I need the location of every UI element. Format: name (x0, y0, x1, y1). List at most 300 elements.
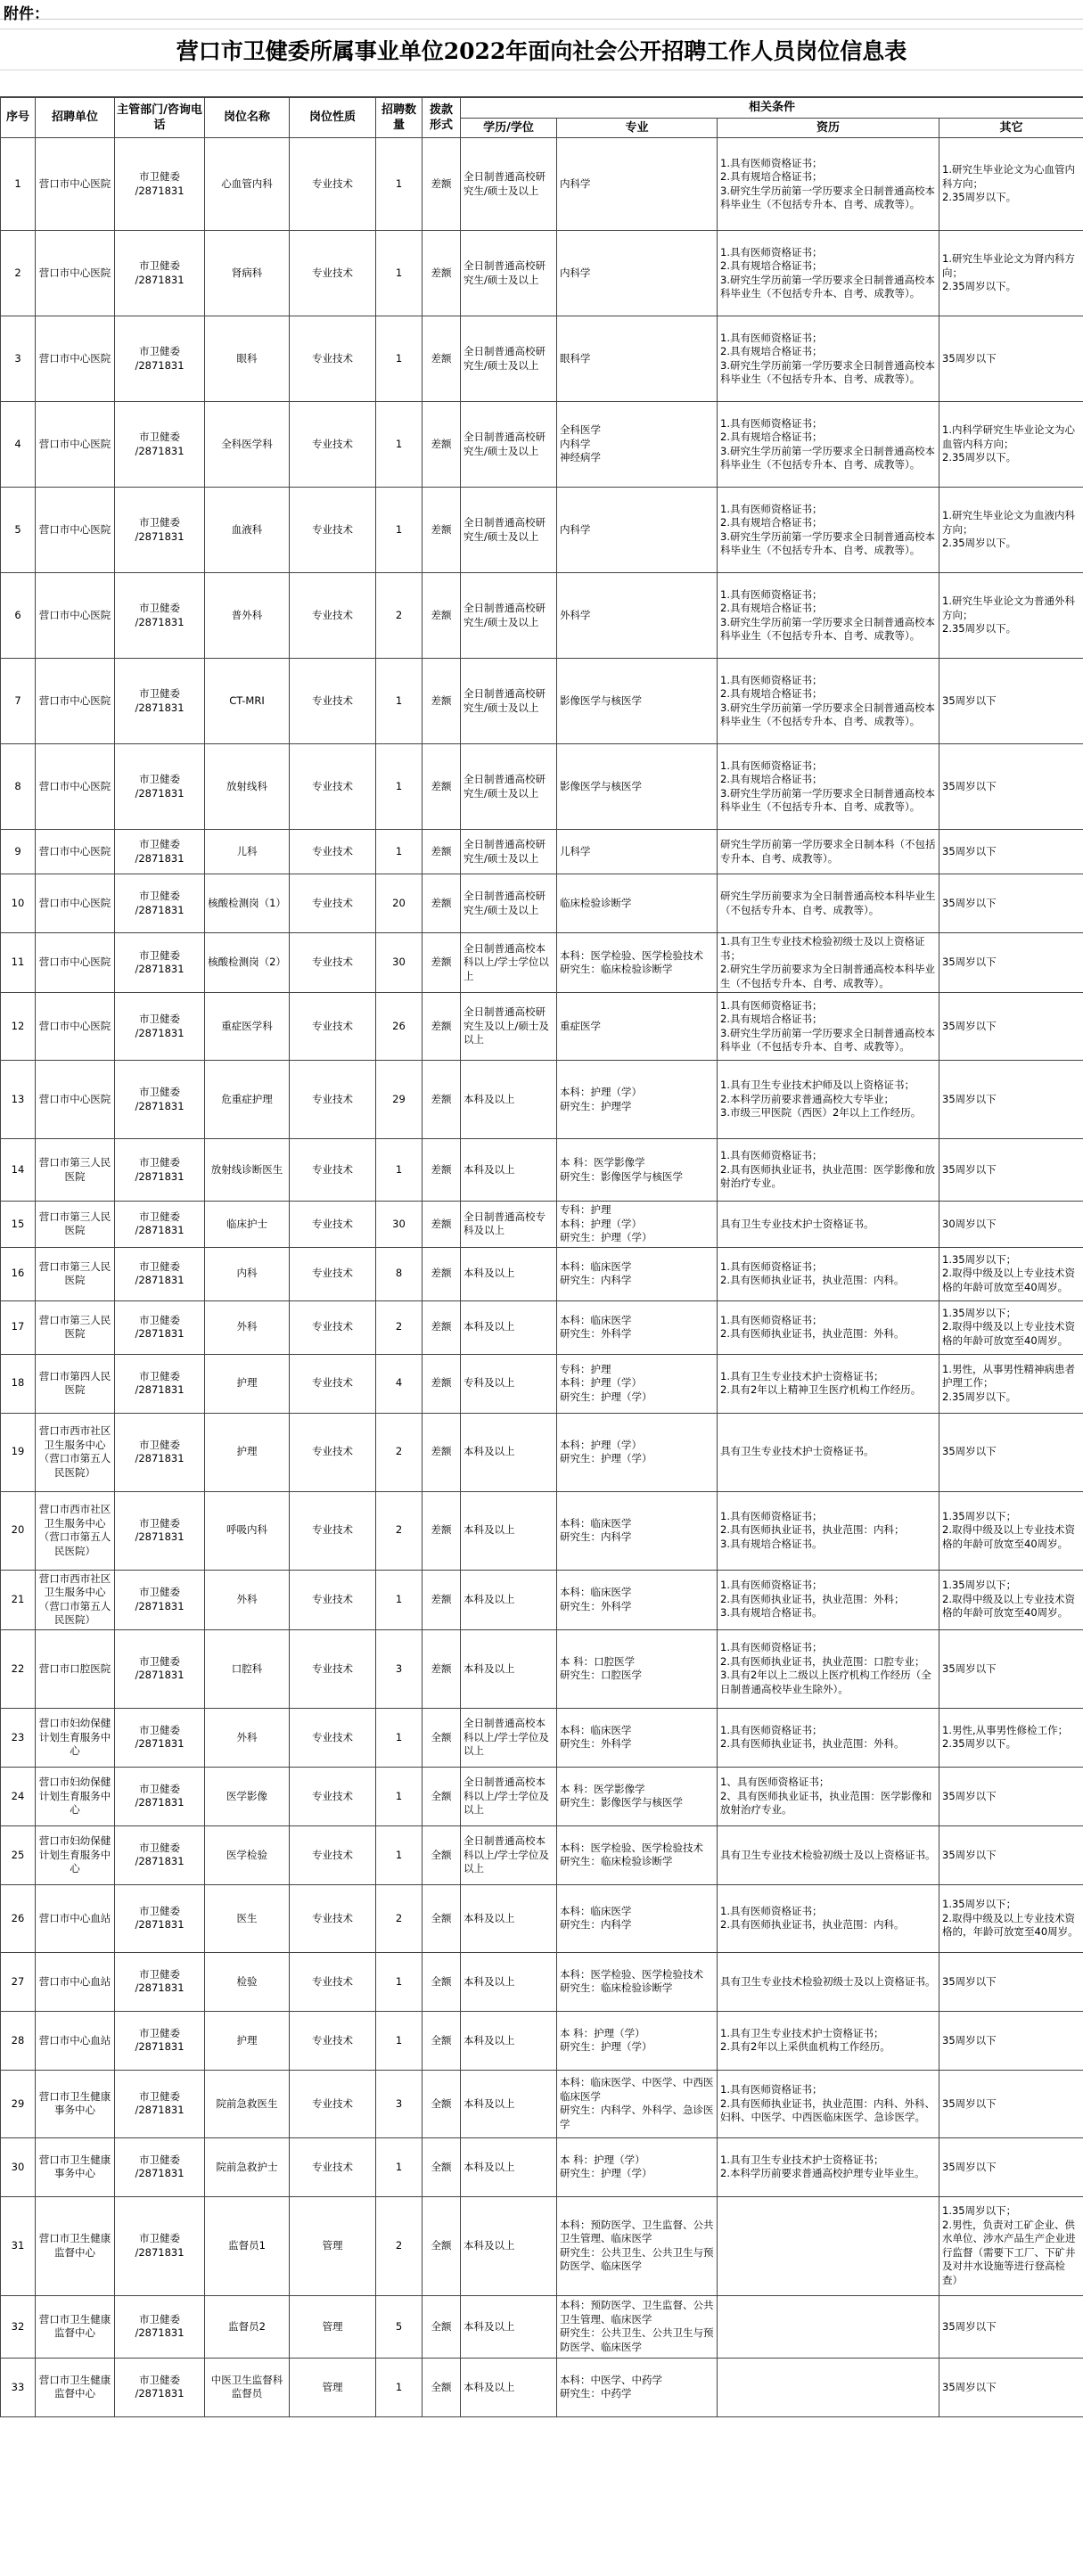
cell-count: 1 (376, 1139, 423, 1202)
cell-major: 眼科学 (557, 316, 718, 402)
cell-resume: 1、具有医师资格证书； 2、具有医师执业证书，执业范围：医学影像和放射治疗专业。 (718, 1767, 939, 1825)
cell-unit: 营口市第三人民医院 (36, 1139, 115, 1202)
cell-unit: 营口市中心医院 (36, 231, 115, 316)
cell-edu: 全日制普通高校本科以上/学士学位及以上 (461, 1767, 557, 1825)
cell-resume: 1.具有医师资格证书； 2.具有规培合格证书； 3.研究生学历前第一学历要求全日制普通高校本科毕业生（不包括专升本、自考、成教等）。 (718, 659, 939, 744)
cell-form: 差额 (423, 1413, 461, 1491)
cell-form: 差额 (423, 744, 461, 830)
header-form: 拨款形式 (423, 98, 461, 138)
cell-resume: 1.具有医师资格证书； 2.具有规培合格证书； 3.研究生学历前第一学历要求全日制普通高校本科毕业生（不包括专升本、自考、成教等）。 (718, 316, 939, 402)
cell-post: 院前急救医生 (205, 2070, 290, 2137)
table-row (1, 1629, 1083, 1708)
cell-seq: 25 (1, 1825, 36, 1884)
cell-nature: 专业技术 (290, 1413, 376, 1491)
cell-post: 护理 (205, 1354, 290, 1413)
cell-nature: 专业技术 (290, 316, 376, 402)
cell-nature: 专业技术 (290, 2070, 376, 2137)
cell-seq: 29 (1, 2070, 36, 2137)
cell-unit: 营口市第三人民医院 (36, 1202, 115, 1248)
cell-nature: 专业技术 (290, 933, 376, 993)
cell-seq: 21 (1, 1570, 36, 1629)
cell-nature: 专业技术 (290, 1884, 376, 1952)
cell-form: 全额 (423, 1884, 461, 1952)
cell-nature: 专业技术 (290, 1354, 376, 1413)
cell-major: 全科医学 内科学 神经病学 (557, 402, 718, 488)
cell-major: 本科：临床医学 研究生：外科学 (557, 1300, 718, 1354)
cell-seq: 6 (1, 573, 36, 659)
cell-form: 差额 (423, 573, 461, 659)
cell-major: 影像医学与核医学 (557, 659, 718, 744)
cell-form: 差额 (423, 1354, 461, 1413)
cell-post: 外科 (205, 1570, 290, 1629)
cell-nature: 专业技术 (290, 1629, 376, 1708)
cell-post: 全科医学科 (205, 402, 290, 488)
table-row (1, 1061, 1083, 1139)
cell-form: 全额 (423, 1708, 461, 1767)
cell-seq: 23 (1, 1708, 36, 1767)
header-unit: 招聘单位 (36, 98, 115, 138)
cell-seq: 20 (1, 1491, 36, 1570)
table-row (1, 1767, 1083, 1825)
cell-count: 1 (376, 1952, 423, 2011)
table-row (1, 1825, 1083, 1884)
cell-other: 1.研究生毕业论文为心血管内科方向； 2.35周岁以下。 (939, 138, 1083, 231)
header-seq: 序号 (1, 98, 36, 138)
cell-nature: 专业技术 (290, 1061, 376, 1139)
cell-form: 差额 (423, 488, 461, 573)
table-row (1, 231, 1083, 316)
cell-post: 护理 (205, 2011, 290, 2070)
cell-nature: 专业技术 (290, 1247, 376, 1300)
cell-post: 普外科 (205, 573, 290, 659)
cell-unit: 营口市中心医院 (36, 659, 115, 744)
cell-resume: 具有卫生专业技术护士资格证书。 (718, 1413, 939, 1491)
cell-other: 1.35周岁以下； 2.男性，负责对工矿企业、供水单位、涉水产品生产企业进行监督（需要下工厂、下矿井及对井水设施等进行登高检查） (939, 2196, 1083, 2295)
header-other: 其它 (939, 118, 1083, 138)
cell-seq: 26 (1, 1884, 36, 1952)
cell-post: 医学影像 (205, 1767, 290, 1825)
cell-count: 30 (376, 933, 423, 993)
cell-edu: 全日制普通高校研究生/硕士及以上 (461, 402, 557, 488)
cell-other: 35周岁以下 (939, 2358, 1083, 2416)
cell-other: 1.35周岁以下； 2.取得中级及以上专业技术资格的年龄可放宽至40周岁。 (939, 1570, 1083, 1629)
cell-edu: 本科及以上 (461, 1570, 557, 1629)
cell-form: 差额 (423, 231, 461, 316)
cell-form: 差额 (423, 1491, 461, 1570)
table-row (1, 1952, 1083, 2011)
cell-post: 儿科 (205, 830, 290, 874)
cell-nature: 专业技术 (290, 573, 376, 659)
table-row (1, 1354, 1083, 1413)
cell-dept: 市卫健委 /2871831 (115, 993, 205, 1061)
cell-count: 2 (376, 1884, 423, 1952)
cell-dept: 市卫健委 /2871831 (115, 1061, 205, 1139)
cell-unit: 营口市中心医院 (36, 402, 115, 488)
cell-other: 35周岁以下 (939, 1139, 1083, 1202)
cell-other: 1.男性,从事男性修检工作； 2.35周岁以下。 (939, 1708, 1083, 1767)
cell-other: 35周岁以下 (939, 830, 1083, 874)
table-row (1, 1413, 1083, 1491)
cell-post: 口腔科 (205, 1629, 290, 1708)
table-row (1, 488, 1083, 573)
cell-dept: 市卫健委 /2871831 (115, 2011, 205, 2070)
cell-other: 35周岁以下 (939, 744, 1083, 830)
cell-resume: 1.具有医师资格证书； 2.具有医师执业证书，执业范围：外科。 (718, 1708, 939, 1767)
cell-nature: 专业技术 (290, 1139, 376, 1202)
page-title: 营口市卫健委所属事业单位2022年面向社会公开招聘工作人员岗位信息表 (0, 29, 1083, 70)
cell-unit: 营口市中心医院 (36, 138, 115, 231)
cell-unit: 营口市中心血站 (36, 1884, 115, 1952)
cell-form: 全额 (423, 2137, 461, 2196)
cell-nature: 专业技术 (290, 488, 376, 573)
cell-seq: 17 (1, 1300, 36, 1354)
cell-post: 眼科 (205, 316, 290, 402)
cell-count: 20 (376, 874, 423, 933)
cell-resume: 1.具有医师资格证书； 2.具有医师执业证书，执业范围：外科； 3.具有规培合格证书。 (718, 1570, 939, 1629)
cell-resume: 1.具有医师资格证书； 2.具有规培合格证书； 3.研究生学历前第一学历要求全日制普通高校本科毕业生（不包括专升本、自考、成教等）。 (718, 573, 939, 659)
cell-dept: 市卫健委 /2871831 (115, 2070, 205, 2137)
cell-other: 35周岁以下 (939, 1061, 1083, 1139)
cell-resume: 1.具有卫生专业技术检验初级士及以上资格证书； 2.研究生学历前要求为全日制普通高校本科毕业生（不包括专升本、自考、成教等）。 (718, 933, 939, 993)
cell-edu: 全日制普通高校研究生/硕士及以上 (461, 830, 557, 874)
cell-dept: 市卫健委 /2871831 (115, 659, 205, 744)
cell-resume (718, 2295, 939, 2358)
cell-unit: 营口市中心医院 (36, 933, 115, 993)
cell-edu: 全日制普通高校研究生/硕士及以上 (461, 488, 557, 573)
cell-count: 2 (376, 1300, 423, 1354)
cell-nature: 专业技术 (290, 1202, 376, 1248)
cell-post: 核酸检测岗（2） (205, 933, 290, 993)
cell-edu: 全日制普通高校本科以上/学士学位及以上 (461, 1825, 557, 1884)
table-row (1, 573, 1083, 659)
cell-dept: 市卫健委 /2871831 (115, 1247, 205, 1300)
cell-form: 差额 (423, 138, 461, 231)
cell-dept: 市卫健委 /2871831 (115, 402, 205, 488)
cell-count: 1 (376, 1708, 423, 1767)
cell-dept: 市卫健委 /2871831 (115, 933, 205, 993)
table-row (1, 138, 1083, 231)
cell-major: 本 科：护理（学） 研究生：护理（学） (557, 2011, 718, 2070)
cell-seq: 2 (1, 231, 36, 316)
cell-resume: 1.具有医师资格证书； 2.具有规培合格证书； 3.研究生学历前第一学历要求全日制普通高校本科毕业（不包括专升本、自考、成教等）。 (718, 993, 939, 1061)
cell-count: 1 (376, 402, 423, 488)
header-post: 岗位名称 (205, 98, 290, 138)
cell-post: 外科 (205, 1708, 290, 1767)
cell-seq: 27 (1, 1952, 36, 2011)
blank-row (0, 20, 1083, 29)
table-row (1, 2011, 1083, 2070)
cell-dept: 市卫健委 /2871831 (115, 573, 205, 659)
cell-edu: 全日制普通高校研究生/硕士及以上 (461, 573, 557, 659)
table-row (1, 1884, 1083, 1952)
cell-seq: 15 (1, 1202, 36, 1248)
cell-dept: 市卫健委 /2871831 (115, 316, 205, 402)
cell-major: 内科学 (557, 231, 718, 316)
cell-seq: 7 (1, 659, 36, 744)
cell-dept: 市卫健委 /2871831 (115, 1413, 205, 1491)
cell-major: 本 科：医学影像学 研究生：影像医学与核医学 (557, 1139, 718, 1202)
table-row (1, 659, 1083, 744)
cell-unit: 营口市卫生健康监督中心 (36, 2295, 115, 2358)
cell-form: 差额 (423, 402, 461, 488)
cell-post: 重症医学科 (205, 993, 290, 1061)
header-conditions: 相关条件 (461, 98, 1083, 119)
cell-dept: 市卫健委 /2871831 (115, 1202, 205, 1248)
cell-seq: 33 (1, 2358, 36, 2416)
cell-major: 本 科：护理（学） 研究生：护理（学） (557, 2137, 718, 2196)
cell-resume: 1.具有医师资格证书； 2.具有规培合格证书； 3.研究生学历前第一学历要求全日制普通高校本科毕业生（不包括专升本、自考、成教等）。 (718, 402, 939, 488)
cell-major: 本科：医学检验、医学检验技术 研究生：临床检验诊断学 (557, 933, 718, 993)
cell-count: 1 (376, 659, 423, 744)
cell-seq: 11 (1, 933, 36, 993)
cell-count: 1 (376, 2137, 423, 2196)
cell-nature: 专业技术 (290, 1767, 376, 1825)
cell-dept: 市卫健委 /2871831 (115, 1139, 205, 1202)
header-count: 招聘数量 (376, 98, 423, 138)
cell-post: 监督员2 (205, 2295, 290, 2358)
cell-post: 检验 (205, 1952, 290, 2011)
cell-count: 1 (376, 488, 423, 573)
header-nature: 岗位性质 (290, 98, 376, 138)
cell-count: 2 (376, 573, 423, 659)
cell-edu: 全日制普通高校研究生/硕士及以上 (461, 744, 557, 830)
cell-edu: 全日制普通高校研究生/硕士及以上 (461, 138, 557, 231)
cell-other: 35周岁以下 (939, 316, 1083, 402)
table-row (1, 1139, 1083, 1202)
cell-nature: 专业技术 (290, 744, 376, 830)
cell-form: 差额 (423, 830, 461, 874)
cell-nature: 专业技术 (290, 1708, 376, 1767)
cell-post: 中医卫生监督科监督员 (205, 2358, 290, 2416)
cell-other: 1.35周岁以下； 2.取得中级及以上专业技术资格的年龄可放宽至40周岁。 (939, 1300, 1083, 1354)
cell-seq: 3 (1, 316, 36, 402)
cell-other: 35周岁以下 (939, 2011, 1083, 2070)
cell-resume: 1.具有医师资格证书； 2.具有医师执业证书，执业范围：口腔专业； 3.具有2年以上二级以上医疗机构工作经历（全日制普通高校毕业生除外）。 (718, 1629, 939, 1708)
cell-unit: 营口市第三人民医院 (36, 1247, 115, 1300)
cell-nature: 专业技术 (290, 1300, 376, 1354)
cell-major: 本科：临床医学、中医学、中西医临床医学 研究生：内科学、外科学、急诊医学 (557, 2070, 718, 2137)
cell-unit: 营口市中心医院 (36, 573, 115, 659)
cell-major: 外科学 (557, 573, 718, 659)
cell-post: 放射线诊断医生 (205, 1139, 290, 1202)
cell-seq: 5 (1, 488, 36, 573)
cell-dept: 市卫健委 /2871831 (115, 1491, 205, 1570)
cell-edu: 全日制普通高校研究生/硕士及以上 (461, 231, 557, 316)
cell-unit: 营口市卫生健康监督中心 (36, 2196, 115, 2295)
cell-major: 重症医学 (557, 993, 718, 1061)
cell-other: 35周岁以下 (939, 993, 1083, 1061)
cell-resume: 1.具有医师资格证书； 2.具有规培合格证书； 3.研究生学历前第一学历要求全日制普通高校本科毕业生（不包括专升本、自考、成教等）。 (718, 138, 939, 231)
cell-resume: 1.具有医师资格证书； 2.具有医师执业证书，执业范围：内科。 (718, 1884, 939, 1952)
table-row (1, 933, 1083, 993)
cell-major: 本科：护理（学） 研究生：护理（学） (557, 1413, 718, 1491)
cell-dept: 市卫健委 /2871831 (115, 1708, 205, 1767)
cell-post: 医学检验 (205, 1825, 290, 1884)
cell-form: 差额 (423, 316, 461, 402)
table-row (1, 1300, 1083, 1354)
cell-count: 3 (376, 2070, 423, 2137)
cell-count: 1 (376, 2011, 423, 2070)
cell-other: 1.男性，从事男性精神病患者护理工作； 2.35周岁以下。 (939, 1354, 1083, 1413)
cell-unit: 营口市中心医院 (36, 993, 115, 1061)
cell-dept: 市卫健委 /2871831 (115, 2295, 205, 2358)
cell-resume: 1.具有医师资格证书； 2.具有医师执业证书，执业范围：内科、外科、妇科、中医学、中西医临床医学、急诊医学。 (718, 2070, 939, 2137)
cell-major: 内科学 (557, 488, 718, 573)
cell-other: 35周岁以下 (939, 2070, 1083, 2137)
cell-resume: 1.具有医师资格证书； 2.具有规培合格证书； 3.研究生学历前第一学历要求全日制普通高校本科毕业生（不包括专升本、自考、成教等）。 (718, 744, 939, 830)
cell-major: 本科：预防医学、卫生监督、公共卫生管理、临床医学 研究生：公共卫生、公共卫生与预防医学、临床医学 (557, 2196, 718, 2295)
cell-major: 本科：护理（学） 研究生：护理学 (557, 1061, 718, 1139)
header-dept: 主管部门/咨询电话 (115, 98, 205, 138)
cell-edu: 全日制普通高校研究生及以上/硕士及以上 (461, 993, 557, 1061)
cell-other: 1.研究生毕业论文为肾内科方向； 2.35周岁以下。 (939, 231, 1083, 316)
cell-unit: 营口市第四人民医院 (36, 1354, 115, 1413)
cell-dept: 市卫健委 /2871831 (115, 744, 205, 830)
cell-other: 30周岁以下 (939, 1202, 1083, 1248)
cell-post: 临床护士 (205, 1202, 290, 1248)
table-row (1, 2137, 1083, 2196)
cell-dept: 市卫健委 /2871831 (115, 874, 205, 933)
cell-seq: 28 (1, 2011, 36, 2070)
cell-edu: 全日制普通高校本科以上/学士学位及以上 (461, 1708, 557, 1767)
cell-seq: 10 (1, 874, 36, 933)
cell-count: 3 (376, 1629, 423, 1708)
table-row (1, 2070, 1083, 2137)
cell-seq: 12 (1, 993, 36, 1061)
cell-dept: 市卫健委 /2871831 (115, 1952, 205, 2011)
cell-post: 心血管内科 (205, 138, 290, 231)
cell-post: 血液科 (205, 488, 290, 573)
cell-major: 影像医学与核医学 (557, 744, 718, 830)
cell-resume: 1.具有医师资格证书； 2.具有医师执业证书，执业范围：外科。 (718, 1300, 939, 1354)
cell-edu: 本科及以上 (461, 1139, 557, 1202)
cell-resume: 1.具有卫生专业技术护师及以上资格证书； 2.本科学历前要求普通高校大专毕业； 3.市级三甲医院（西医）2年以上工作经历。 (718, 1061, 939, 1139)
cell-count: 1 (376, 2358, 423, 2416)
cell-unit: 营口市妇幼保健计划生育服务中心 (36, 1825, 115, 1884)
cell-resume: 1.具有医师资格证书； 2.具有医师执业证书，执业范围：医学影像和放射治疗专业。 (718, 1139, 939, 1202)
cell-dept: 市卫健委 /2871831 (115, 1825, 205, 1884)
cell-form: 全额 (423, 2196, 461, 2295)
cell-resume: 具有卫生专业技术护士资格证书。 (718, 1202, 939, 1248)
cell-count: 1 (376, 1570, 423, 1629)
cell-post: 呼吸内科 (205, 1491, 290, 1570)
cell-seq: 9 (1, 830, 36, 874)
cell-major: 本科：临床医学 研究生：外科学 (557, 1570, 718, 1629)
cell-resume: 1.具有医师资格证书； 2.具有规培合格证书； 3.研究生学历前第一学历要求全日制普通高校本科毕业生（不包括专升本、自考、成教等）。 (718, 488, 939, 573)
cell-other: 35周岁以下 (939, 1952, 1083, 2011)
cell-seq: 16 (1, 1247, 36, 1300)
cell-dept: 市卫健委 /2871831 (115, 2137, 205, 2196)
cell-dept: 市卫健委 /2871831 (115, 1570, 205, 1629)
cell-major: 专科：护理 本科：护理（学） 研究生：护理（学） (557, 1354, 718, 1413)
cell-edu: 本科及以上 (461, 2295, 557, 2358)
cell-seq: 19 (1, 1413, 36, 1491)
cell-form: 差额 (423, 1139, 461, 1202)
cell-edu: 本科及以上 (461, 1413, 557, 1491)
spacer-row (0, 70, 1083, 97)
cell-post: 核酸检测岗（1） (205, 874, 290, 933)
cell-count: 1 (376, 830, 423, 874)
cell-unit: 营口市西市社区卫生服务中心（营口市第五人民医院） (36, 1570, 115, 1629)
cell-nature: 管理 (290, 2295, 376, 2358)
cell-resume (718, 2196, 939, 2295)
cell-nature: 管理 (290, 2358, 376, 2416)
cell-form: 差额 (423, 1247, 461, 1300)
cell-major: 本科：中医学、中药学 研究生：中药学 (557, 2358, 718, 2416)
cell-major: 本科：临床医学 研究生：内科学 (557, 1491, 718, 1570)
cell-resume (718, 2358, 939, 2416)
table-row (1, 1247, 1083, 1300)
cell-form: 差额 (423, 1202, 461, 1248)
table-row (1, 830, 1083, 874)
cell-nature: 专业技术 (290, 874, 376, 933)
cell-edu: 专科及以上 (461, 1354, 557, 1413)
cell-form: 差额 (423, 1300, 461, 1354)
cell-dept: 市卫健委 /2871831 (115, 231, 205, 316)
cell-post: 医生 (205, 1884, 290, 1952)
cell-post: 内科 (205, 1247, 290, 1300)
cell-seq: 1 (1, 138, 36, 231)
cell-count: 1 (376, 231, 423, 316)
cell-form: 全额 (423, 2295, 461, 2358)
cell-major: 本科：医学检验、医学检验技术 研究生：临床检验诊断学 (557, 1825, 718, 1884)
cell-other: 35周岁以下 (939, 1413, 1083, 1491)
cell-major: 本科：临床医学 研究生：内科学 (557, 1247, 718, 1300)
header-resume: 资历 (718, 118, 939, 138)
cell-seq: 8 (1, 744, 36, 830)
cell-other: 35周岁以下 (939, 2295, 1083, 2358)
cell-other: 1.研究生毕业论文为血液内科方向； 2.35周岁以下。 (939, 488, 1083, 573)
cell-other: 35周岁以下 (939, 874, 1083, 933)
cell-count: 4 (376, 1354, 423, 1413)
cell-edu: 本科及以上 (461, 2137, 557, 2196)
cell-dept: 市卫健委 /2871831 (115, 1354, 205, 1413)
cell-resume: 研究生学历前第一学历要求全日制本科（不包括专升本、自考、成教等）。 (718, 830, 939, 874)
cell-unit: 营口市中心血站 (36, 1952, 115, 2011)
cell-edu: 本科及以上 (461, 1300, 557, 1354)
cell-post: 监督员1 (205, 2196, 290, 2295)
cell-other: 1.研究生毕业论文为普通外科方向； 2.35周岁以下。 (939, 573, 1083, 659)
cell-form: 全额 (423, 2070, 461, 2137)
cell-nature: 专业技术 (290, 138, 376, 231)
cell-unit: 营口市中心医院 (36, 744, 115, 830)
table-row (1, 316, 1083, 402)
cell-post: 护理 (205, 1413, 290, 1491)
cell-edu: 本科及以上 (461, 1491, 557, 1570)
positions-table (0, 97, 1083, 2417)
cell-unit: 营口市西市社区卫生服务中心（营口市第五人民医院） (36, 1491, 115, 1570)
cell-nature: 专业技术 (290, 402, 376, 488)
cell-resume: 研究生学历前要求为全日制普通高校本科毕业生（不包括专升本、自考、成教等）。 (718, 874, 939, 933)
cell-seq: 31 (1, 2196, 36, 2295)
cell-resume: 1.具有医师资格证书； 2.具有规培合格证书； 3.研究生学历前第一学历要求全日制普通高校本科毕业生（不包括专升本、自考、成教等）。 (718, 231, 939, 316)
cell-resume: 具有卫生专业技术检验初级士及以上资格证书。 (718, 1825, 939, 1884)
cell-count: 1 (376, 744, 423, 830)
cell-nature: 专业技术 (290, 231, 376, 316)
cell-edu: 全日制普通高校研究生/硕士及以上 (461, 659, 557, 744)
cell-seq: 22 (1, 1629, 36, 1708)
cell-edu: 全日制普通高校本科以上/学士学位以上 (461, 933, 557, 993)
cell-resume: 1.具有卫生专业技术护士资格证书； 2.本科学历前要求普通高校护理专业毕业生。 (718, 2137, 939, 2196)
cell-edu: 本科及以上 (461, 2011, 557, 2070)
table-row (1, 1202, 1083, 1248)
cell-major: 本科：临床医学 研究生：外科学 (557, 1708, 718, 1767)
cell-unit: 营口市中心医院 (36, 316, 115, 402)
cell-edu: 本科及以上 (461, 1247, 557, 1300)
cell-count: 29 (376, 1061, 423, 1139)
cell-nature: 专业技术 (290, 1570, 376, 1629)
cell-seq: 32 (1, 2295, 36, 2358)
